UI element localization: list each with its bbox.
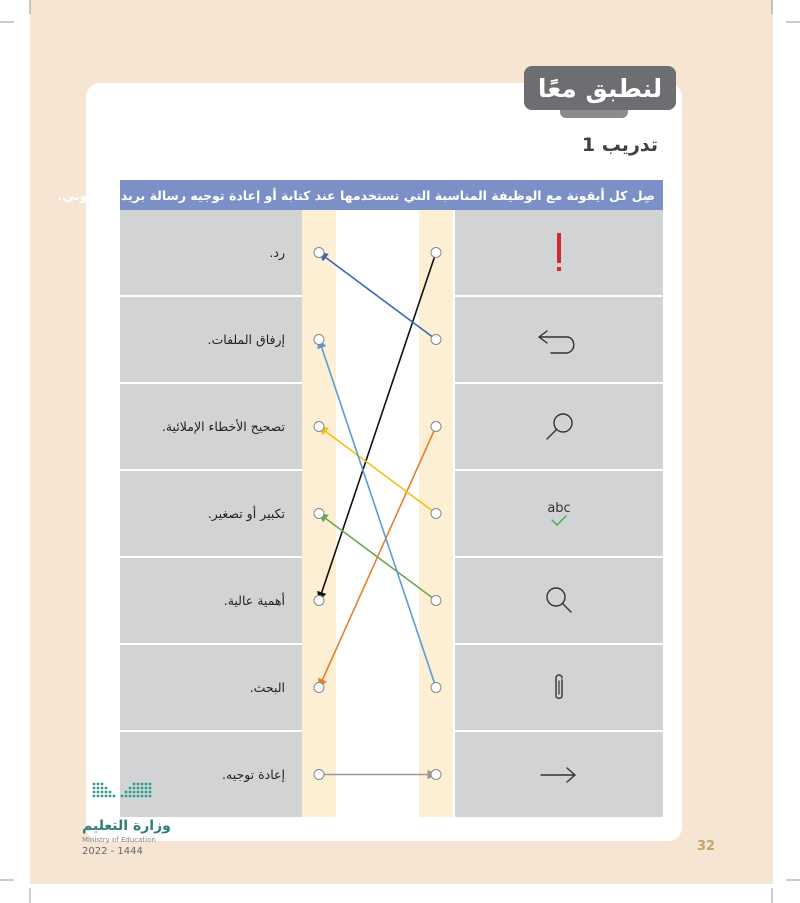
connector-dot[interactable] <box>314 248 324 258</box>
connection-line <box>319 340 436 688</box>
svg-text:abc: abc <box>547 500 571 516</box>
connector-dot[interactable] <box>431 335 441 345</box>
connector-dot[interactable] <box>431 596 441 606</box>
connector-dot[interactable] <box>314 683 324 693</box>
ministry-name-arabic: وزارة التعليم <box>82 818 171 834</box>
connection-line <box>319 514 436 601</box>
function-cell: رد. <box>120 210 302 295</box>
connector-dot[interactable] <box>431 683 441 693</box>
connector-dot[interactable] <box>314 596 324 606</box>
function-cell: البحث. <box>120 645 302 730</box>
exercise-label: تدريب 1 <box>581 134 658 156</box>
section-title: لنطبق معًا <box>524 66 676 110</box>
connector-dot[interactable] <box>431 770 441 780</box>
connector-dot[interactable] <box>314 422 324 432</box>
page-number: 32 <box>697 839 716 854</box>
function-cell: تكبير أو تصغير. <box>120 471 302 556</box>
edition-year: 2022 - 1444 <box>82 846 143 857</box>
connector-dot[interactable] <box>314 770 324 780</box>
instruction-banner: صِل كل أيقونة مع الوظيفة المناسبة التي تستخدمها عند كتابة أو إعادة توجيه رسالة بريد إلكتروني. <box>120 180 663 210</box>
connector-dot[interactable] <box>431 248 441 258</box>
connector-dot[interactable] <box>431 422 441 432</box>
connection-line <box>319 253 436 340</box>
function-cell: أهمية عالية. <box>120 558 302 643</box>
connector-dot[interactable] <box>314 509 324 519</box>
connection-line <box>319 427 436 514</box>
function-cell: إعادة توجيه. <box>120 732 302 817</box>
function-cell: إرفاق الملفات. <box>120 297 302 382</box>
connector-dot[interactable] <box>314 335 324 345</box>
connection-line <box>319 253 436 601</box>
function-cell: تصحيح الأخطاء الإملائية. <box>120 384 302 469</box>
ministry-name-english: Ministry of Education <box>82 836 156 844</box>
connector-dot[interactable] <box>431 509 441 519</box>
